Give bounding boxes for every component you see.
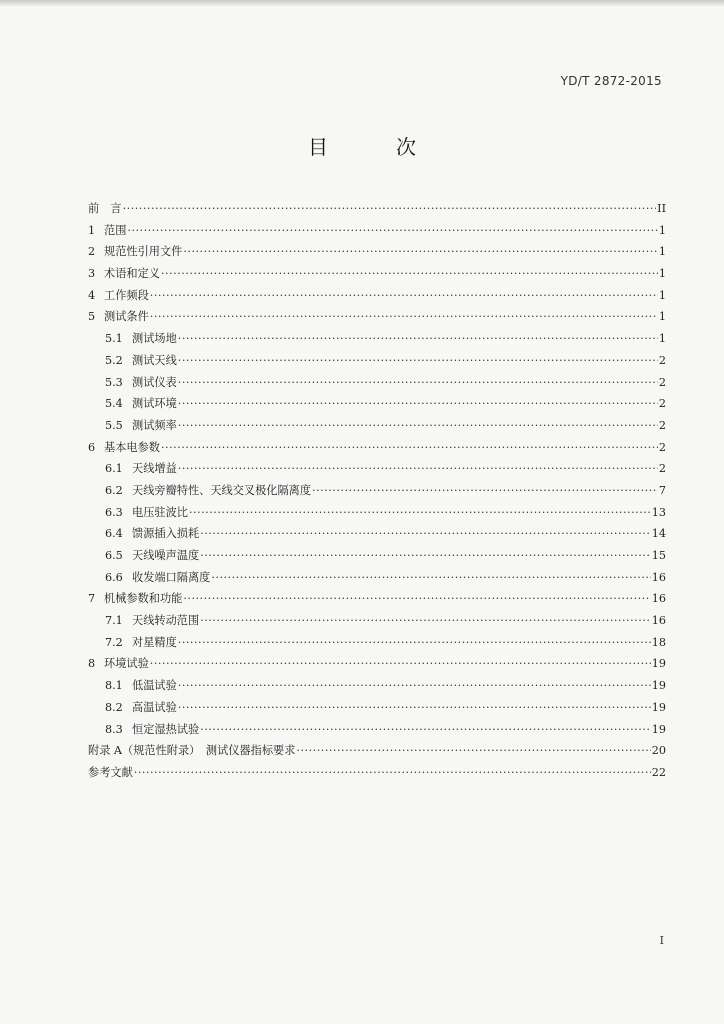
toc-entry-number: 6.6 [105,570,123,584]
toc-entry-label: 测试天线 [132,353,177,367]
dot-leader [178,350,658,372]
toc-entry-number: 7 [88,592,96,606]
dot-leader [200,610,651,632]
toc-entry-page: 1 [658,288,666,302]
dot-leader [211,567,650,589]
dot-leader [178,372,658,394]
toc-entry-page: 2 [658,375,666,389]
toc-entry-label: 收发端口隔离度 [132,570,211,584]
toc-entry-page: 16 [651,592,666,606]
toc-entry[interactable] [88,545,666,567]
toc-entry-number: 1 [88,223,96,237]
dot-leader [161,263,658,285]
toc-entry-number: 8.2 [105,700,123,714]
dot-leader [183,241,658,263]
toc-entry-number: 6.2 [105,483,123,497]
toc-entry[interactable] [88,480,666,502]
toc-entry-label: 高温试验 [132,700,177,714]
toc-entry[interactable] [88,350,666,372]
toc-entry-number: 5.1 [105,332,123,346]
dot-leader [200,545,651,567]
toc-entry-label: 恒定湿热试验 [132,722,200,736]
toc-entry-page: 14 [651,527,666,541]
toc-entry-label: 附录 A（规范性附录） 测试仪器指标要求 [88,744,296,758]
toc-entry-label: 测试仪表 [132,375,177,389]
toc-entry[interactable] [88,502,666,524]
toc-entry-label: 测试频率 [132,418,177,432]
toc-entry-number: 5.3 [105,375,123,389]
dot-leader [134,762,651,784]
toc-entry-number: 3 [88,267,96,281]
toc-entry[interactable] [88,610,666,632]
toc-entry-number: 5.2 [105,353,123,367]
toc-entry-label: 电压驻波比 [132,505,188,519]
dot-leader [178,697,651,719]
toc-entry-label: 环境试验 [104,657,149,671]
toc-entry[interactable] [88,415,666,437]
toc-entry-page: 1 [658,267,666,281]
document-number: YD/T 2872-2015 [560,74,662,88]
toc-entry[interactable] [88,567,666,589]
toc-entry-label: 范围 [104,223,127,237]
toc-entry-page: 18 [651,635,666,649]
toc-entry-label: 参考文献 [88,765,133,779]
toc-entry-number: 7.2 [105,635,123,649]
toc-entry-number: 5.5 [105,418,123,432]
toc-entry-label: 低温试验 [132,679,177,693]
dot-leader [123,198,657,220]
toc-entry-label: 天线噪声温度 [132,549,200,562]
toc-entry-number: 6.3 [105,505,123,519]
dot-leader [178,415,658,437]
toc-entry[interactable] [88,372,666,394]
toc-entry-label: 测试环境 [132,397,177,411]
toc-entry[interactable] [88,306,666,328]
toc-entry-number: 8.3 [105,722,123,736]
toc-entry-label: 天线增益 [132,462,177,476]
toc-entry[interactable] [88,588,666,610]
toc-entry-number: 8.1 [105,679,123,693]
toc-entry-page: 13 [651,505,666,519]
toc-entry-label: 规范性引用文件 [104,245,183,259]
dot-leader [178,393,658,415]
toc-entry-page: 1 [658,245,666,259]
toc-entry[interactable] [88,740,666,762]
toc-entry-page: 2 [658,440,666,454]
toc-entry[interactable] [88,523,666,545]
toc-entry-number: 5 [88,310,96,324]
toc-entry[interactable] [88,697,666,719]
toc-entry-label: 天线旁瓣特性、天线交叉极化隔离度 [132,483,312,497]
toc-entry-label: 机械参数和功能 [104,592,183,606]
toc-entry[interactable] [88,458,666,480]
toc-entry[interactable] [88,653,666,675]
toc-entry-label: 馈源插入损耗 [132,527,200,541]
toc-entry-page: 2 [658,418,666,432]
toc-entry[interactable] [88,241,666,263]
toc-entry[interactable] [88,437,666,459]
toc-entry-page: 22 [651,765,666,779]
toc-entry-number: 2 [88,245,96,259]
toc-entry-number: 6.4 [105,527,123,541]
toc-entry-page: 20 [651,744,666,758]
dot-leader [127,220,657,242]
toc-entry-label: 测试条件 [104,310,149,324]
toc-entry-page: 1 [658,310,666,324]
toc-entry[interactable] [88,263,666,285]
toc-entry-label: 工作频段 [104,288,149,302]
dot-leader [178,328,658,350]
toc-entry[interactable] [88,198,666,220]
toc-entry-number: 7.1 [105,614,123,628]
dot-leader [178,458,658,480]
toc-entry-number: 5.4 [105,397,123,411]
toc-entry[interactable] [88,675,666,697]
dot-leader [178,675,651,697]
toc-entry-page: II [657,202,666,215]
toc-entry-number: 6.1 [105,462,123,476]
toc-entry-page: 7 [658,483,666,497]
toc-entry-label: 前 言 [88,202,122,215]
toc-entry-page: 19 [651,657,666,671]
toc-entry-page: 19 [651,722,666,736]
toc-entry-page: 19 [651,700,666,714]
toc-entry-number: 8 [88,657,96,671]
toc-entry-page: 1 [658,332,666,346]
toc-entry[interactable] [88,393,666,415]
dot-leader [189,502,651,524]
toc-entry-label: 天线转动范围 [132,614,200,628]
dot-leader [150,306,658,328]
toc-entry-label: 测试场地 [132,332,177,346]
toc-entry[interactable] [88,719,666,741]
dot-leader [150,653,651,675]
toc-entry[interactable] [88,632,666,654]
toc-entry-number: 4 [88,288,96,302]
toc-entry-page: 19 [651,679,666,693]
scan-edge [0,0,724,6]
dot-leader [200,523,651,545]
dot-leader [312,480,658,502]
toc-entry[interactable] [88,328,666,350]
toc-entry-page: 2 [658,397,666,411]
toc-entry-page: 16 [651,570,666,584]
toc-entry-page: 1 [658,223,666,237]
toc-entry-label: 基本电参数 [104,440,160,454]
dot-leader [296,740,650,762]
toc-entry-number: 6.5 [105,549,123,562]
toc-entry-page: 16 [651,614,666,628]
toc-entry[interactable] [88,285,666,307]
page-number: I [659,934,664,947]
toc-entry-page: 15 [651,549,666,562]
toc-entry-label: 对星精度 [132,635,177,649]
toc-entry-label: 术语和定义 [104,267,160,281]
toc-entry[interactable] [88,220,666,242]
toc-entry-page: 2 [658,462,666,476]
dot-leader [178,632,651,654]
toc-entry-number: 6 [88,440,96,454]
dot-leader [183,588,650,610]
table-of-contents [88,198,666,784]
dot-leader [161,437,658,459]
page-title: 目 次 [308,135,440,159]
toc-entry-page: 2 [658,353,666,367]
dot-leader [150,285,658,307]
dot-leader [200,719,651,741]
toc-entry[interactable] [88,762,666,784]
